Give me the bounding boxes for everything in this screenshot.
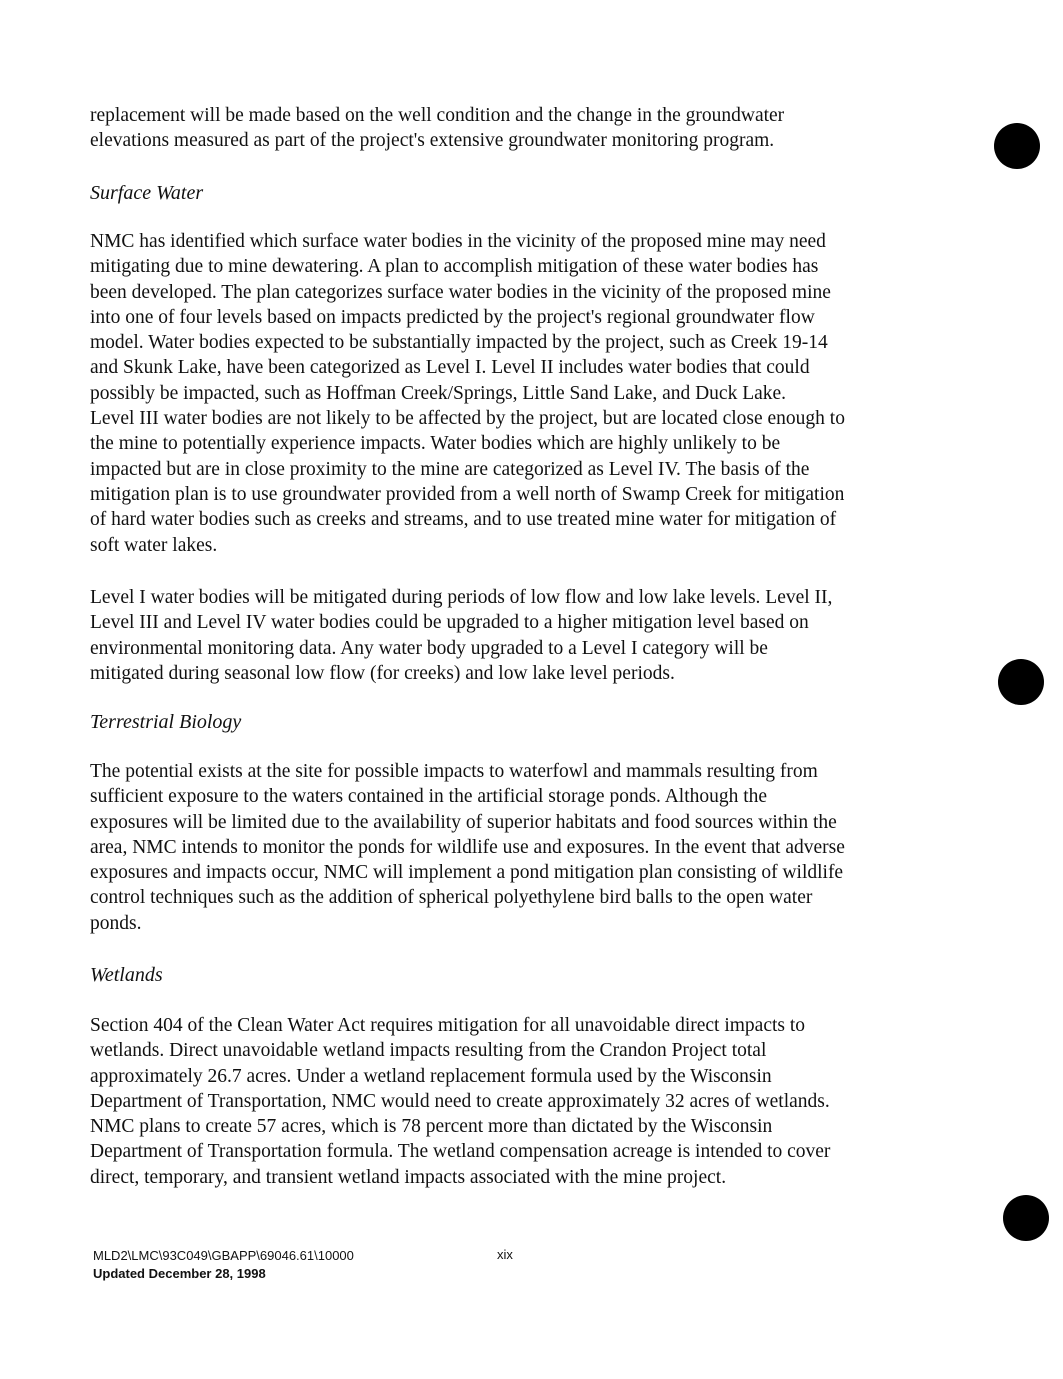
page-number: xix bbox=[497, 1247, 513, 1262]
footer bbox=[93, 1247, 354, 1283]
text-line: elevations measured as part of the project's extensive groundwater monitoring program. bbox=[90, 130, 775, 152]
text-line: approximately 26.7 acres. Under a wetland replacement formula used by the Wisconsin bbox=[90, 1065, 772, 1087]
text-line: Section 404 of the Clean Water Act requires mitigation for all unavoidable direct impacts to bbox=[90, 1015, 806, 1036]
text-line: Level III and Level IV water bodies could be upgraded to a higher mitigation level based on bbox=[90, 612, 809, 634]
paragraph-wetlands bbox=[90, 1013, 926, 1190]
footer-file-path: MLD2\LMC\93C049\GBAPP\69046.61\10000 bbox=[93, 1248, 354, 1263]
text-line: model. Water bodies expected to be substantially impacted by the project, such as Creek 19-14 bbox=[90, 332, 828, 354]
text-line: sufficient exposure to the waters contained in the artificial storage ponds. Although the bbox=[90, 786, 768, 808]
text-line: been developed. The plan categorizes surface water bodies in the vicinity of the proposed mine bbox=[90, 281, 831, 303]
text-line: ponds. bbox=[90, 912, 142, 934]
text-line: Department of Transportation, NMC would need to create approximately 32 acres of wetlands. bbox=[90, 1090, 830, 1112]
text-line: of hard water bodies such as creeks and streams, and to use treated mine water for mitigation of bbox=[90, 509, 837, 531]
text-line: The potential exists at the site for possible impacts to waterfowl and mammals resulting from bbox=[90, 761, 818, 782]
footer-updated-date: Updated December 28, 1998 bbox=[93, 1266, 266, 1281]
paragraph-surface-water-2 bbox=[90, 585, 926, 686]
punch-hole-bottom bbox=[1003, 1195, 1049, 1241]
text-line: replacement will be made based on the well condition and the change in the groundwater bbox=[90, 105, 785, 126]
paragraph-intro bbox=[90, 103, 926, 154]
text-line: soft water lakes. bbox=[90, 534, 218, 556]
text-line: into one of four levels based on impacts predicted by the project's regional groundwater flow bbox=[90, 306, 815, 328]
text-line: Level III water bodies are not likely to be affected by the project, but are located close enough to bbox=[90, 408, 845, 430]
heading-surface-water: Surface Water bbox=[90, 182, 204, 204]
heading-terrestrial-biology: Terrestrial Biology bbox=[90, 711, 242, 733]
text-line: impacted but are in close proximity to the mine are categorized as Level IV. The basis of the bbox=[90, 458, 810, 480]
text-line: environmental monitoring data. Any water body upgraded to a Level I category will be bbox=[90, 637, 768, 659]
punch-hole-top bbox=[994, 123, 1040, 169]
text-line: control techniques such as the addition of spherical polyethylene bird balls to the open water bbox=[90, 887, 813, 909]
text-line: exposures and impacts occur, NMC will implement a pond mitigation plan consisting of wildlife bbox=[90, 862, 844, 884]
text-line: NMC plans to create 57 acres, which is 78 percent more than dictated by the Wisconsin bbox=[90, 1116, 773, 1138]
text-line: wetlands. Direct unavoidable wetland impacts resulting from the Crandon Project total bbox=[90, 1040, 767, 1062]
paragraph-terrestrial-biology bbox=[90, 759, 926, 936]
text-line: exposures will be limited due to the availability of superior habitats and food sources within the bbox=[90, 811, 837, 833]
text-line: mitigation plan is to use groundwater provided from a well north of Swamp Creek for mitigation bbox=[90, 483, 845, 505]
text-line: mitigated during seasonal low flow (for creeks) and low lake level periods. bbox=[90, 662, 675, 684]
text-line: the mine to potentially experience impacts. Water bodies which are highly unlikely to be bbox=[90, 433, 781, 455]
heading-wetlands: Wetlands bbox=[90, 964, 163, 986]
text-line: NMC has identified which surface water bodies in the vicinity of the proposed mine may need bbox=[90, 231, 826, 252]
text-line: area, NMC intends to monitor the ponds for wildlife use and exposures. In the event that adverse bbox=[90, 836, 845, 858]
paragraph-surface-water-1 bbox=[90, 229, 926, 558]
text-line: possibly be impacted, such as Hoffman Creek/Springs, Little Sand Lake, and Duck Lake. bbox=[90, 382, 787, 404]
punch-hole-middle bbox=[998, 659, 1044, 705]
text-line: direct, temporary, and transient wetland impacts associated with the mine project. bbox=[90, 1166, 727, 1188]
text-line: Level I water bodies will be mitigated during periods of low flow and low lake levels. Level II, bbox=[90, 587, 833, 608]
text-line: mitigating due to mine dewatering. A plan to accomplish mitigation of these water bodies has bbox=[90, 256, 819, 278]
text-line: Department of Transportation formula. The wetland compensation acreage is intended to cover bbox=[90, 1141, 831, 1163]
text-line: and Skunk Lake, have been categorized as Level I. Level II includes water bodies that could bbox=[90, 357, 810, 379]
